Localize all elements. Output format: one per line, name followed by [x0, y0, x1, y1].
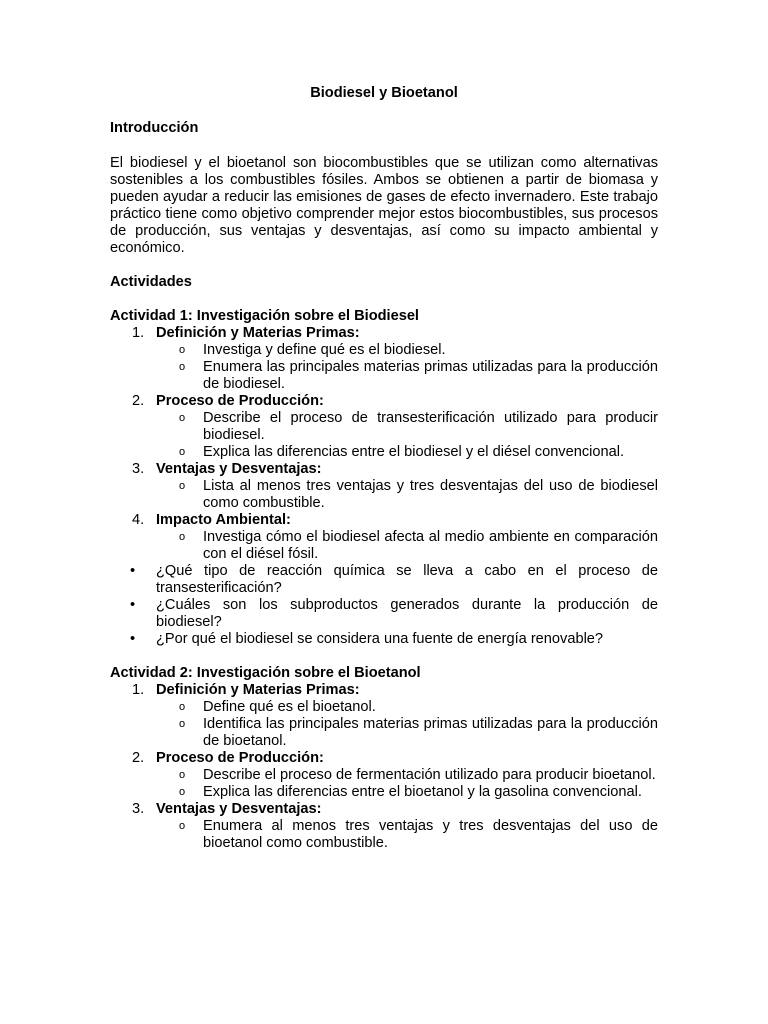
- sub-item-text: Investiga cómo el biodiesel afecta al medio ambiente en comparación con el diésel fósil.: [203, 529, 658, 562]
- item-number: 2.: [132, 393, 145, 409]
- bullet-icon: •: [130, 597, 136, 613]
- activity1-list: [110, 325, 658, 563]
- item-title: Definición y Materias Primas:: [156, 325, 360, 341]
- circle-bullet-icon: o: [179, 718, 186, 730]
- item-number: 1.: [132, 682, 145, 698]
- bullet-icon: •: [130, 563, 136, 579]
- list-item: [110, 325, 658, 393]
- sub-list: [156, 529, 658, 563]
- circle-bullet-icon: o: [179, 820, 186, 832]
- sub-list: [156, 699, 658, 750]
- sub-item-text: Enumera al menos tres ventajas y tres desventajas del uso de bioetanol como combustible.: [203, 818, 658, 851]
- document-title: Biodiesel y Bioetanol: [310, 85, 458, 101]
- list-item: [110, 750, 658, 801]
- sub-item: [110, 529, 658, 563]
- item-title: Impacto Ambiental:: [156, 512, 291, 528]
- sub-item-text: Explica las diferencias entre el bioetanol y la gasolina convencional.: [203, 784, 642, 800]
- sub-item-text: Describe el proceso de transesterificación utilizado para producir biodiesel.: [203, 410, 658, 443]
- sub-item-text: Enumera las principales materias primas utilizadas para la producción de biodiesel.: [203, 359, 658, 392]
- sub-item: [110, 699, 658, 716]
- sub-item: [110, 410, 658, 444]
- document-page: [110, 85, 658, 852]
- intro-heading: Introducción: [110, 120, 199, 136]
- sub-list: [156, 342, 658, 393]
- circle-bullet-icon: o: [179, 531, 186, 543]
- item-number: 4.: [132, 512, 145, 528]
- item-title: Ventajas y Desventajas:: [156, 801, 322, 817]
- question-text: ¿Qué tipo de reacción química se lleva a cabo en el proceso de transesterificación?: [156, 563, 658, 596]
- circle-bullet-icon: o: [179, 786, 186, 798]
- sub-item-text: Lista al menos tres ventajas y tres desventajas del uso de biodiesel como combustible.: [203, 478, 658, 511]
- sub-item-text: Investiga y define qué es el biodiesel.: [203, 342, 446, 358]
- activity2-list: [110, 682, 658, 852]
- sub-item: [110, 818, 658, 852]
- question-item: [110, 597, 658, 631]
- item-title: Proceso de Producción:: [156, 750, 324, 766]
- activity1-heading: Actividad 1: Investigación sobre el Biodiesel: [110, 308, 419, 324]
- activities-heading: Actividades: [110, 274, 192, 290]
- question-text: ¿Cuáles son los subproductos generados durante la producción de biodiesel?: [156, 597, 658, 630]
- circle-bullet-icon: o: [179, 361, 186, 373]
- intro-paragraph: El biodiesel y el bioetanol son biocombustibles que se utilizan como alternativas sostenibles a los combustibles fósiles. Ambos se obtienen a partir de biomasa y pueden ayudar a reducir las emisiones de gases de efecto invernadero. Este trabajo práctico tiene como objetivo comprender mejor estos biocombustibles, sus procesos de producción, sus ventajas y desventajas, así como su impacto ambiental y económico.: [110, 155, 658, 256]
- sub-list: [156, 478, 658, 512]
- circle-bullet-icon: o: [179, 412, 186, 424]
- item-number: 1.: [132, 325, 145, 341]
- circle-bullet-icon: o: [179, 344, 186, 356]
- sub-list: [156, 767, 658, 801]
- item-number: 3.: [132, 801, 145, 817]
- question-item: [110, 563, 658, 597]
- activity2-heading: Actividad 2: Investigación sobre el Bioetanol: [110, 665, 421, 681]
- item-number: 3.: [132, 461, 145, 477]
- item-number: 2.: [132, 750, 145, 766]
- list-item: [110, 461, 658, 512]
- sub-item-text: Define qué es el bioetanol.: [203, 699, 376, 715]
- circle-bullet-icon: o: [179, 446, 186, 458]
- sub-list: [156, 818, 658, 852]
- item-title: Ventajas y Desventajas:: [156, 461, 322, 477]
- list-item: [110, 512, 658, 563]
- sub-item: [110, 342, 658, 359]
- item-title: Definición y Materias Primas:: [156, 682, 360, 698]
- circle-bullet-icon: o: [179, 769, 186, 781]
- sub-item: [110, 359, 658, 393]
- sub-item: [110, 444, 658, 461]
- sub-item-text: Identifica las principales materias primas utilizadas para la producción de bioetanol.: [203, 716, 658, 749]
- sub-list: [156, 410, 658, 461]
- question-text: ¿Por qué el biodiesel se considera una fuente de energía renovable?: [156, 631, 604, 647]
- sub-item-text: Describe el proceso de fermentación utilizado para producir bioetanol.: [203, 767, 656, 783]
- circle-bullet-icon: o: [179, 480, 186, 492]
- list-item: [110, 393, 658, 461]
- sub-item: [110, 767, 658, 784]
- bullet-icon: •: [130, 631, 136, 647]
- list-item: [110, 801, 658, 852]
- question-item: [110, 631, 658, 648]
- sub-item: [110, 478, 658, 512]
- activity1-questions: [110, 563, 658, 648]
- item-title: Proceso de Producción:: [156, 393, 324, 409]
- sub-item-text: Explica las diferencias entre el biodiesel y el diésel convencional.: [203, 444, 625, 460]
- sub-item: [110, 784, 658, 801]
- sub-item: [110, 716, 658, 750]
- circle-bullet-icon: o: [179, 701, 186, 713]
- list-item: [110, 682, 658, 750]
